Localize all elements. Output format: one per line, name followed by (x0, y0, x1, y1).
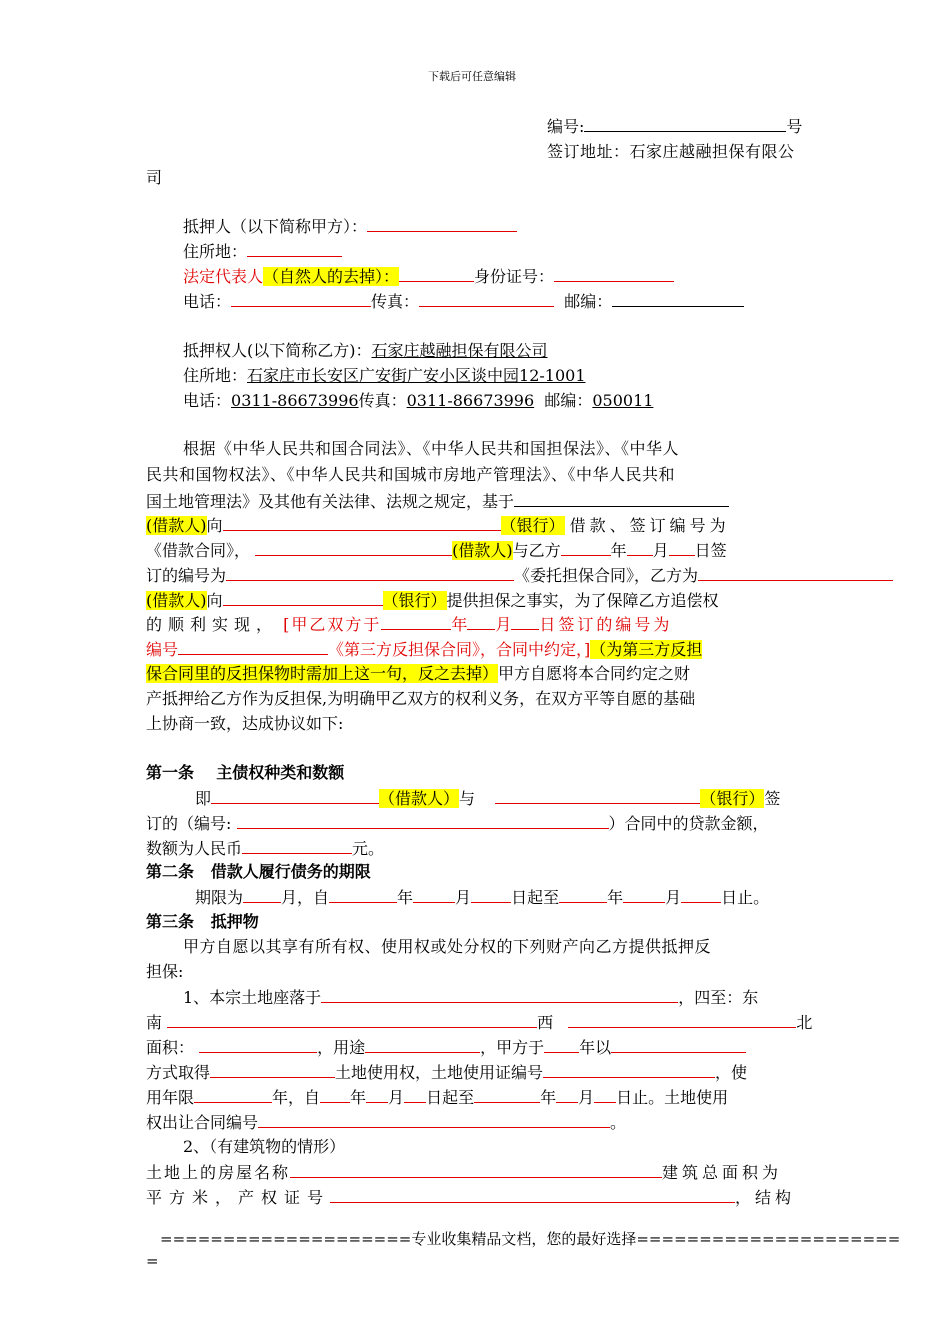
preamble-line-3: 国土地管理法》及其他有关法律、法规之规定，基于 (146, 490, 729, 513)
footer-line: ====================专业收集精品文档，您的最好选择===================== (160, 1230, 901, 1248)
preamble-line-11: 产抵押给乙方作为反担保,为明确甲乙双方的权利义务，在双方平等自愿的基础 (146, 689, 696, 708)
preamble-line-12: 上协商一致，达成协议如下: (146, 714, 344, 733)
party-a-name-blank (367, 215, 517, 232)
sign-place-tail: 司 (146, 168, 163, 187)
preamble-line-9: 编号 《第三方反担保合同》，合同中约定，]（为第三方反担 (146, 640, 703, 659)
sign-place: 签订地址：石家庄越融担保有限公 (547, 142, 795, 161)
article-1-line-1: 即 （借款人）与 （银行）签 (195, 789, 781, 808)
contract-number: 编号: 号 (547, 117, 803, 136)
article-3-boundaries: 南 西 北 (146, 1013, 813, 1032)
article-2-title: 第二条 借款人履行债务的期限 (146, 862, 371, 881)
preamble-line-4: (借款人)向 （银行） 借款、签订编号为 (146, 516, 730, 535)
article-3-cert: 平方米，产权证号 ，结构 (146, 1188, 796, 1207)
article-3-method: 方式取得 土地使用权，土地使用证编号 ，使 (146, 1063, 748, 1082)
preamble-line-2: 民共和国物权法》、《中华人民共和国城市房地产管理法》、《中华人民共和 (146, 465, 676, 484)
article-3-title: 第三条 抵押物 (146, 912, 259, 931)
party-a-contact: 电话： 传真： 邮编： (183, 290, 744, 313)
party-b-name: 抵押权人(以下简称乙方)：石家庄越融担保有限公司 (183, 341, 548, 360)
article-1-line-2: 订的（编号: ）合同中的贷款金额， (146, 814, 769, 833)
party-b-contact: 电话：0311-86673996传真：0311-86673996 邮编：050011 (183, 391, 654, 410)
article-1-title: 第一条 主债权种类和数额 (146, 763, 345, 782)
article-3-grant: 权出让合同编号 。 (146, 1113, 627, 1132)
preamble-line-1: 根据《中华人民共和国合同法》、《中华人民共和国担保法》、《中华人 (183, 439, 680, 458)
preamble-line-7: (借款人)向 （银行）提供担保之事实，为了保障乙方追偿权 (146, 591, 719, 610)
preamble-line-5: 《借款合同》， (借款人)与乙方 年 月 日签 (146, 541, 727, 560)
article-3-area: 面积： ，用途 ，甲方于 年以 (146, 1036, 746, 1059)
party-a-address: 住所地： (183, 240, 342, 263)
article-3-line-2: 担保: (146, 962, 184, 981)
article-3-line-1: 甲方自愿以其享有所有权、使用权或处分权的下列财产向乙方提供抵押反 (183, 937, 712, 956)
party-a-address-blank (247, 240, 342, 257)
article-1-line-3: 数额为人民币 元。 (146, 839, 385, 858)
number-blank (584, 115, 786, 132)
party-b-address: 住所地：石家庄市长安区广安街广安小区谈中园12-1001 (183, 366, 586, 385)
party-a-legal-rep: 法定代表人（自然人的去掉）： 身份证号： (183, 265, 674, 288)
article-3-term: 用年限 年，自 年 月 日起至 年 月 日止。土地使用 (146, 1088, 729, 1107)
preamble-line-8: 的顺利实现， [甲乙双方于 年 月 日签订的编号为 (146, 615, 673, 634)
article-3-item-2: 2、（有建筑物的情形） (183, 1137, 346, 1156)
article-2-line-1: 期限为 月，自 年 月 日起至 年 月 日止。 (195, 888, 770, 907)
article-3-house: 土地上的房屋名称 建筑总面积为 (146, 1163, 783, 1182)
article-3-item-1: 1、本宗土地座落于 ，四至：东 (183, 988, 759, 1007)
header-note: 下载后可任意编辑 (428, 70, 516, 83)
preamble-line-6: 订的编号为 《委托担保合同》，乙方为 (146, 564, 893, 587)
preamble-line-10: 保合同里的反担保物时需加上这一句，反之去掉）甲方自愿将本合同约定之财 (146, 664, 691, 683)
party-a-name: 抵押人（以下简称甲方）： (183, 215, 517, 238)
footer-tail: = (146, 1252, 159, 1270)
